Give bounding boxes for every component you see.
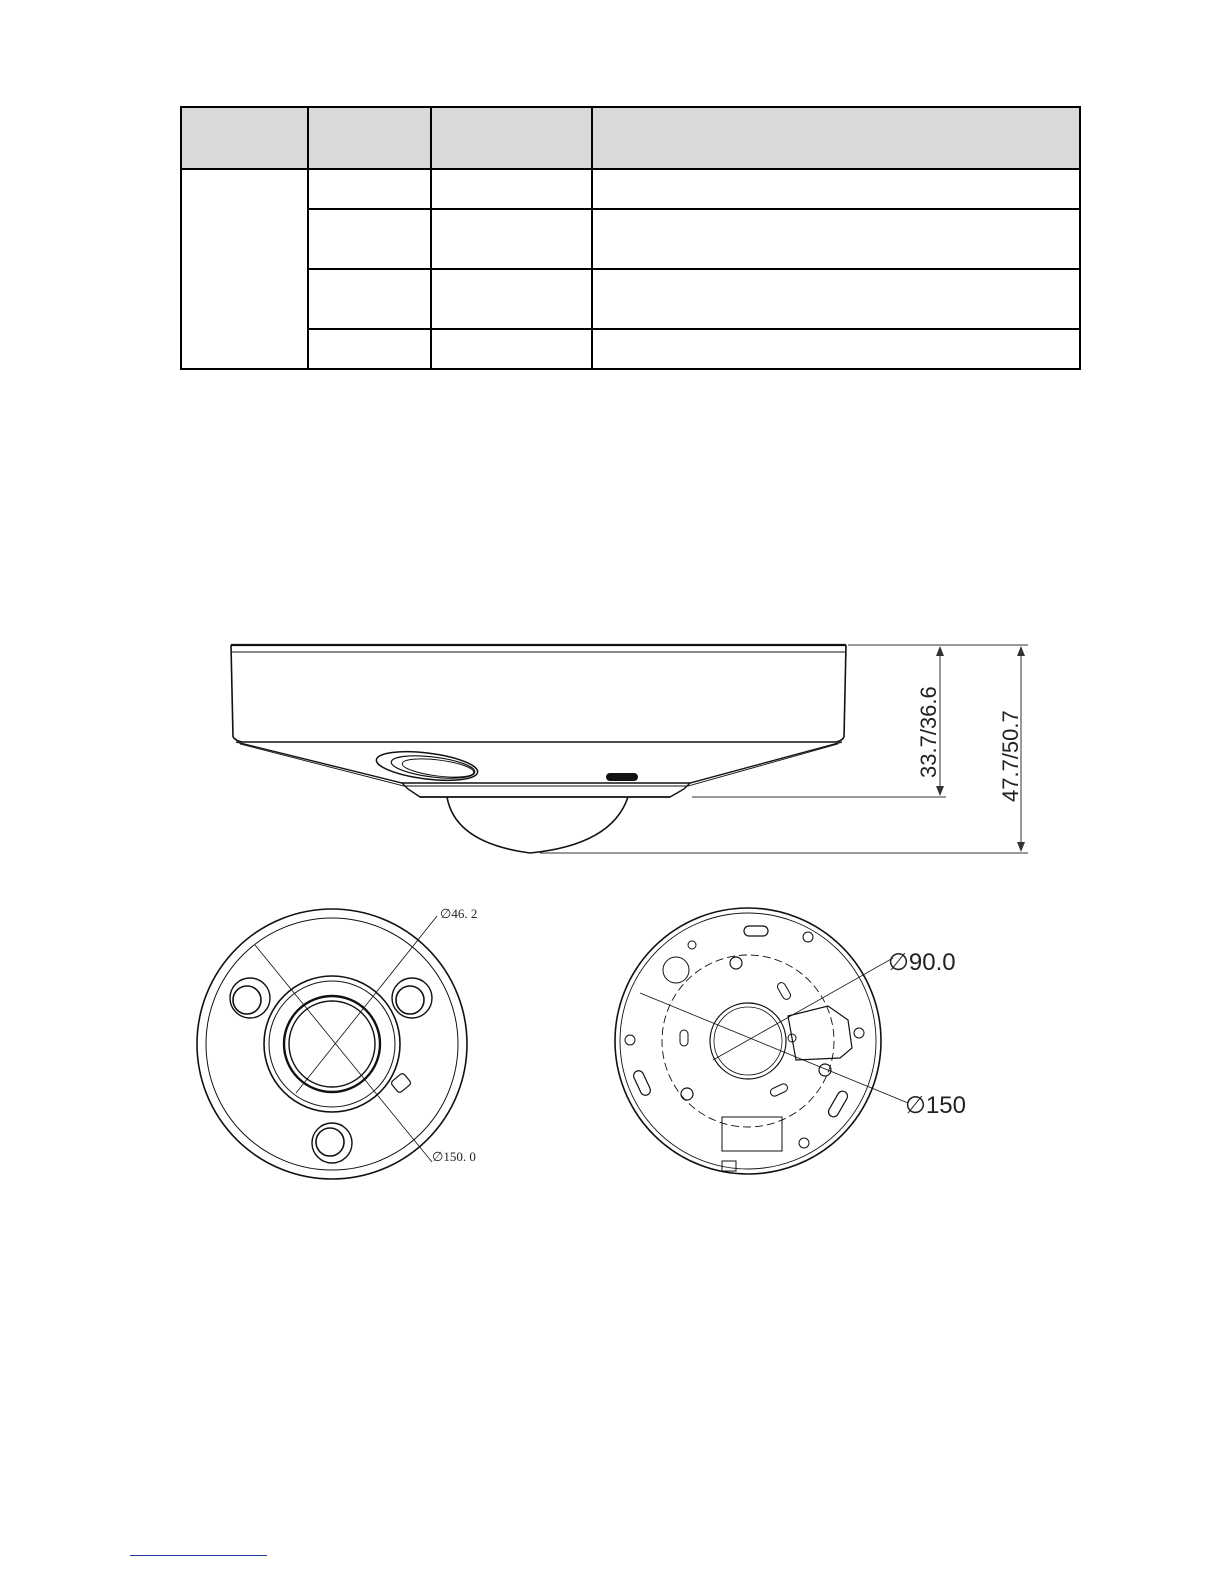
- bottom-view-dia-large: ∅150. 0: [432, 1149, 476, 1164]
- footer-link-underline[interactable]: [130, 1555, 267, 1556]
- mount-view-dia-large: ∅150: [905, 1092, 966, 1119]
- side-view-drawing: [231, 645, 846, 853]
- bottom-view-dia-small: ∅46. 2: [440, 906, 478, 921]
- mount-view-dia-small: ∅90.0: [888, 949, 956, 976]
- bottom-view-drawing: [197, 909, 467, 1179]
- mount-plate-drawing: [615, 908, 908, 1174]
- dimension-label-outer: 47.7/50.7: [998, 710, 1023, 802]
- dimension-label-inner: 33.7/36.6: [916, 686, 941, 778]
